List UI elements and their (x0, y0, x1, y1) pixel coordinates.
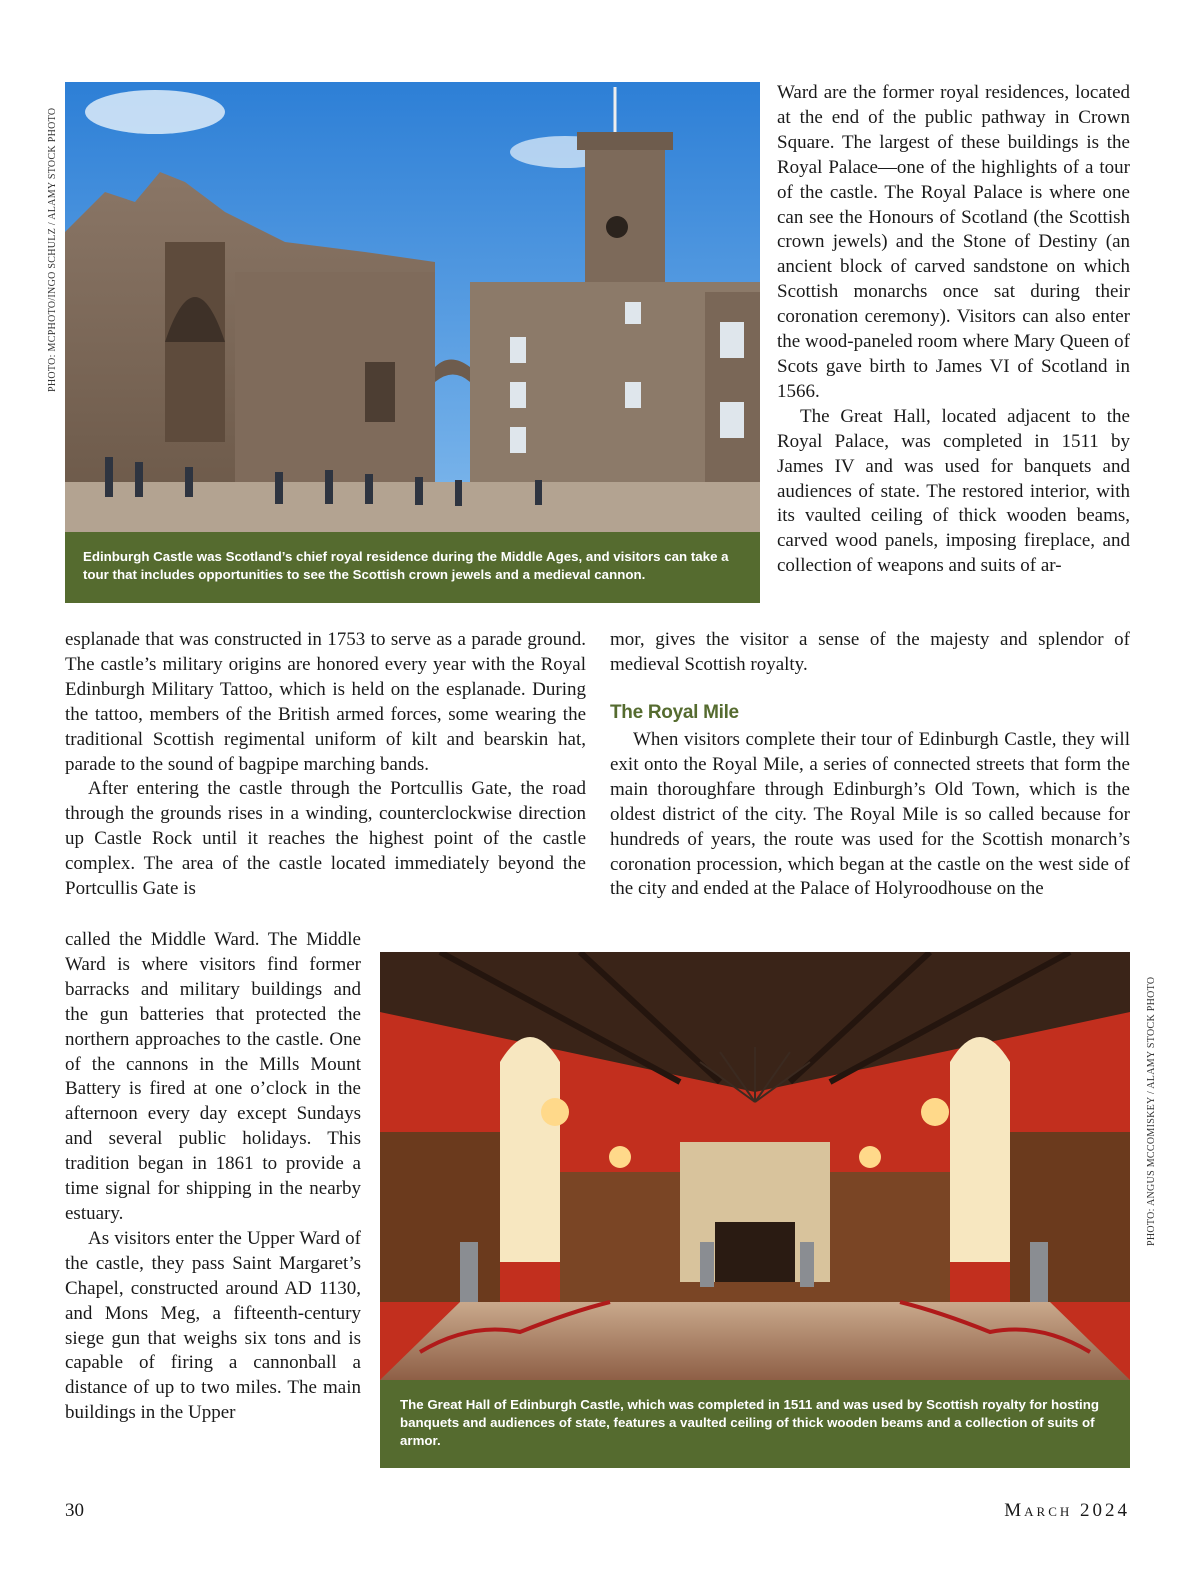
article-column-right-bottom (610, 728, 1130, 902)
page-number: 30 (65, 1500, 84, 1521)
issue-date: March 2024 (1004, 1500, 1130, 1521)
paragraph: The Great Hall, located adjacent to the Royal Palace, was completed in 1511 by James IV and was used for banquets and audiences of state. The restored interior, with its vaulted ceiling of thick wooden beams, carved wood panels, imposing fireplace, and collection of weapons and suits of ar- (777, 405, 1130, 577)
paragraph: esplanade that was constructed in 1753 to serve as a parade ground. The castle’s military origins are honored every year with the Royal Edinburgh Military Tattoo, which is held on the esplanade. During the tattoo, members of the British armed forces, some wearing the traditional Scottish regimental uniform of kilt and bearskin hat, parade to the sound of bagpipe marching bands. (65, 629, 586, 775)
article-column-left (65, 628, 586, 902)
castle-photo-caption: Edinburgh Castle was Scotland’s chief royal residence during the Middle Ages, and visitors can take a tour that includes opportunities to see the Scottish crown jewels and a medieval cannon. (65, 532, 760, 603)
paragraph: mor, gives the visitor a sense of the majesty and splendor of medieval Scottish royalty. (610, 629, 1130, 675)
paragraph: When visitors complete their tour of Edinburgh Castle, they will exit onto the Royal Mile, a series of connected streets that form the main thoroughfare through Edinburgh’s Old Town, which is the oldest district of the city. The Royal Mile is so called because for hundreds of years, the route was used for the Scottish monarch’s coronation procession, which began at the castle on the west side of the city and ended at the Palace of Holyroodhouse on the (610, 729, 1130, 900)
castle-photo (65, 82, 760, 532)
paragraph: After entering the castle through the Portcullis Gate, the road through the grounds rises in a winding, counterclockwise direction up Castle Rock until it reaches the highest point of the castle complex. The area of the castle located immediately beyond the Portcullis Gate is (65, 778, 586, 900)
section-heading: The Royal Mile (610, 702, 739, 723)
paragraph: Ward are the former royal residences, located at the end of the public pathway in Crown Square. The largest of these buildings is the Royal Palace—one of the highlights of a tour of the castle. The Royal Palace is where one can see the Honours of Scotland (the Scottish crown jewels) and the Stone of Destiny (an ancient block of carved sandstone on which Scottish monarchs once sat during their coronation ceremony). Visitors can also enter the wood-paneled room where Mary Queen of Scots gave birth to James VI of Scotland in 1566. (777, 82, 1130, 402)
paragraph: called the Middle Ward. The Middle Ward is where visitors find former barracks and military buildings and the gun batteries that protected the northern approaches to the castle. One of the cannons in the Mills Mount Battery is fired at one o’clock in the afternoon every day except Sundays and several public holidays. This tradition began in 1861 to provide a time signal for shipping in the nearby estuary. (65, 929, 361, 1224)
photo-credit-castle: PHOTO: MCPHOTO/INGO SCHULZ / ALAMY STOCK PHOTO (47, 107, 58, 392)
photo-credit-great-hall: PHOTO: ANGUS MCCOMISKEY / ALAMY STOCK PHOTO (1146, 976, 1157, 1246)
article-column-right-top (777, 81, 1130, 579)
article-column-right-mid (610, 628, 1130, 678)
paragraph: As visitors enter the Upper Ward of the castle, they pass Saint Margaret’s Chapel, constructed around AD 1130, and Mons Meg, a fifteenth-century siege gun that weighs six tons and is capable of firing a cannonball a distance of up to two miles. The main buildings in the Upper (65, 1227, 361, 1424)
great-hall-photo-caption: The Great Hall of Edinburgh Castle, which was completed in 1511 and was used by Scottish royalty for hosting banquets and audiences of state, features a vaulted ceiling of thick wooden beams and a collection of suits of armor. (380, 1380, 1130, 1468)
great-hall-photo (380, 952, 1130, 1380)
article-column-left-narrow (65, 928, 361, 1426)
